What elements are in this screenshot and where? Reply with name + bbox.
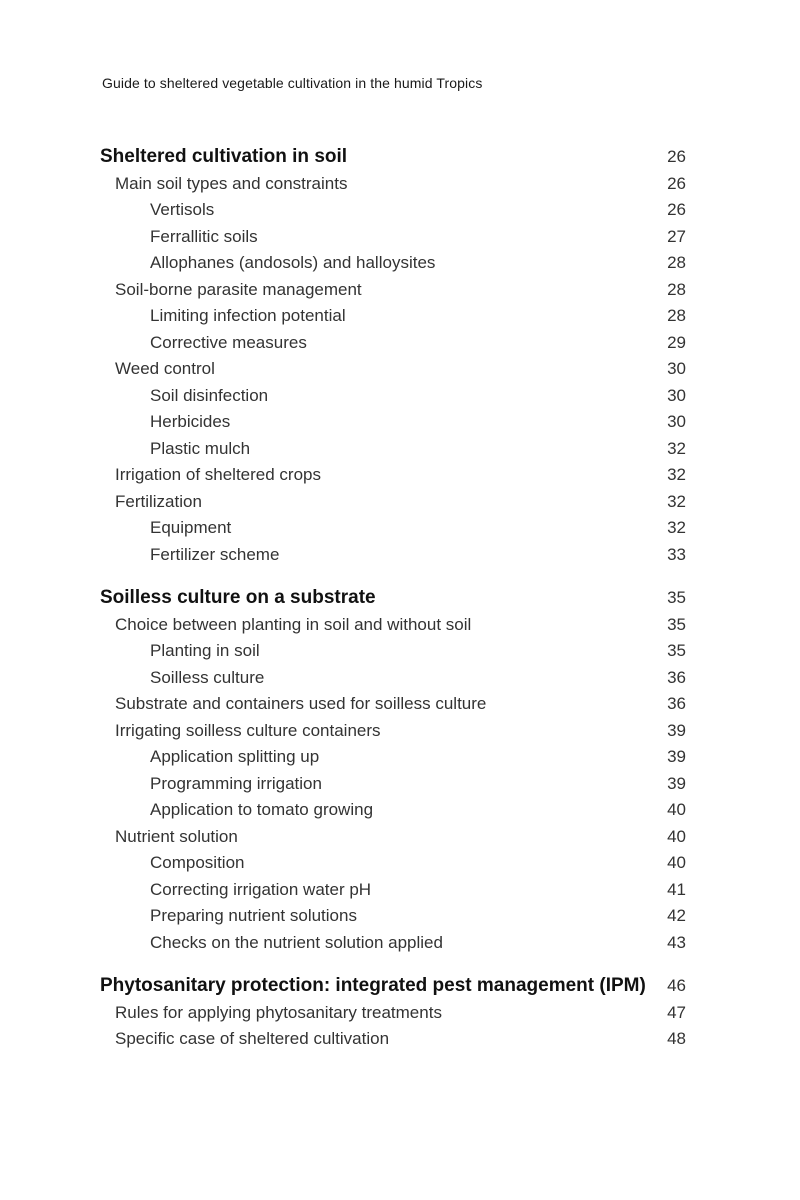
toc-section-entry[interactable]	[100, 171, 686, 198]
toc-entry-page-number: 35	[667, 614, 686, 634]
toc-entry-title: Nutrient solution	[115, 826, 238, 846]
toc-entry-title: Herbicides	[150, 412, 231, 431]
toc-subsection-entry[interactable]	[100, 250, 686, 277]
toc-entry-page-number: 40	[667, 800, 686, 819]
toc-entry-page-number: 40	[667, 853, 686, 872]
toc-subsection-entry[interactable]	[100, 930, 686, 957]
toc-subsection-entry[interactable]	[100, 383, 686, 410]
toc-entry-page-number: 35	[667, 588, 686, 607]
toc-section-entry[interactable]	[100, 718, 686, 745]
toc-entry-page-number: 48	[667, 1029, 686, 1048]
toc-section-entry[interactable]	[100, 1000, 686, 1027]
toc-entry-page-number: 39	[667, 720, 686, 740]
toc-entry-page-number: 28	[667, 279, 686, 299]
toc-entry-title: Limiting infection potential	[150, 306, 346, 325]
toc-entry-title: Programming irrigation	[150, 773, 322, 793]
toc-entry-page-number: 36	[667, 667, 686, 687]
toc-entry-page-number: 32	[667, 465, 686, 484]
toc-entry-page-number: 26	[667, 147, 686, 166]
toc-entry-title: Substrate and containers used for soilless culture	[115, 694, 487, 713]
toc-subsection-entry[interactable]	[100, 224, 686, 251]
toc-subsection-entry[interactable]	[100, 744, 686, 771]
toc-chapter-entry[interactable]	[100, 585, 686, 612]
toc-entry-page-number: 47	[667, 1002, 686, 1022]
toc-entry-page-number: 28	[667, 306, 686, 325]
toc-entry-title: Fertilizer scheme	[150, 544, 280, 564]
table-of-contents	[100, 144, 686, 1070]
toc-entry-title: Plastic mulch	[150, 438, 251, 458]
toc-entry-page-number: 40	[667, 826, 686, 846]
toc-entry-page-number: 30	[667, 412, 686, 431]
toc-entry-page-number: 33	[667, 544, 686, 564]
toc-entry-page-number: 28	[667, 253, 686, 272]
toc-entry-title: Allophanes (andosols) and halloysites	[150, 253, 436, 272]
toc-entry-title: Phytosanitary protection: integrated pest management (IPM)	[100, 975, 646, 996]
toc-subsection-entry[interactable]	[100, 197, 686, 224]
toc-subsection-entry[interactable]	[100, 903, 686, 930]
toc-section	[100, 973, 686, 1053]
toc-section	[100, 585, 686, 956]
toc-subsection-entry[interactable]	[100, 303, 686, 330]
toc-subsection-entry[interactable]	[100, 515, 686, 542]
toc-subsection-entry[interactable]	[100, 797, 686, 824]
toc-entry-title: Vertisols	[150, 200, 215, 219]
toc-entry-page-number: 29	[667, 332, 686, 352]
toc-section-entry[interactable]	[100, 612, 686, 639]
toc-subsection-entry[interactable]	[100, 330, 686, 357]
toc-entry-title: Specific case of sheltered cultivation	[115, 1029, 390, 1048]
toc-entry-page-number: 46	[667, 976, 686, 995]
toc-entry-title: Soil-borne parasite management	[115, 279, 362, 299]
toc-entry-title: Soil disinfection	[150, 385, 269, 405]
toc-section	[100, 144, 686, 568]
toc-entry-title: Fertilization	[115, 491, 202, 511]
toc-entry-page-number: 26	[667, 173, 686, 193]
toc-entry-title: Soilless culture on a substrate	[100, 587, 376, 608]
toc-entry-title: Application splitting up	[150, 747, 320, 766]
toc-subsection-entry[interactable]	[100, 850, 686, 877]
toc-section-entry[interactable]	[100, 462, 686, 489]
toc-entry-title: Weed control	[115, 359, 215, 378]
toc-entry-page-number: 35	[667, 641, 686, 660]
toc-entry-title: Checks on the nutrient solution applied	[150, 932, 443, 952]
toc-entry-title: Ferrallitic soils	[150, 226, 258, 246]
toc-entry-title: Correcting irrigation water pH	[150, 879, 372, 899]
toc-section-entry[interactable]	[100, 277, 686, 304]
toc-entry-title: Soilless culture	[150, 667, 265, 687]
toc-entry-title: Equipment	[150, 518, 232, 537]
toc-section-entry[interactable]	[100, 356, 686, 383]
toc-section-entry[interactable]	[100, 824, 686, 851]
toc-entry-page-number: 32	[667, 438, 686, 458]
toc-subsection-entry[interactable]	[100, 638, 686, 665]
toc-entry-page-number: 41	[667, 879, 686, 899]
toc-entry-page-number: 32	[667, 491, 686, 511]
toc-subsection-entry[interactable]	[100, 542, 686, 569]
toc-section-entry[interactable]	[100, 489, 686, 516]
toc-entry-page-number: 42	[667, 906, 686, 925]
toc-entry-page-number: 26	[667, 200, 686, 219]
toc-subsection-entry[interactable]	[100, 877, 686, 904]
toc-entry-title: Sheltered cultivation in soil	[100, 146, 348, 167]
running-header: Guide to sheltered vegetable cultivation in the humid Tropics	[102, 75, 483, 91]
toc-entry-page-number: 43	[667, 932, 686, 952]
toc-entry-title: Choice between planting in soil and without soil	[115, 614, 472, 634]
toc-entry-title: Main soil types and constraints	[115, 173, 348, 193]
toc-entry-page-number: 39	[667, 773, 686, 793]
toc-subsection-entry[interactable]	[100, 665, 686, 692]
toc-entry-title: Preparing nutrient solutions	[150, 906, 357, 925]
toc-entry-title: Irrigating soilless culture containers	[115, 720, 381, 740]
toc-entry-title: Planting in soil	[150, 641, 260, 660]
toc-entry-page-number: 27	[667, 226, 686, 246]
toc-entry-title: Composition	[150, 853, 245, 872]
toc-entry-title: Rules for applying phytosanitary treatments	[115, 1002, 442, 1022]
toc-chapter-entry[interactable]	[100, 973, 686, 1000]
toc-entry-title: Irrigation of sheltered crops	[115, 465, 321, 484]
toc-subsection-entry[interactable]	[100, 436, 686, 463]
toc-subsection-entry[interactable]	[100, 409, 686, 436]
toc-entry-title: Application to tomato growing	[150, 800, 374, 819]
toc-entry-page-number: 39	[667, 747, 686, 766]
toc-section-entry[interactable]	[100, 691, 686, 718]
toc-subsection-entry[interactable]	[100, 771, 686, 798]
toc-entry-page-number: 30	[667, 385, 686, 405]
toc-entry-title: Corrective measures	[150, 332, 307, 352]
toc-section-entry[interactable]	[100, 1026, 686, 1053]
toc-entry-page-number: 32	[667, 518, 686, 537]
toc-chapter-entry[interactable]	[100, 144, 686, 171]
toc-entry-page-number: 30	[667, 359, 686, 378]
toc-entry-page-number: 36	[667, 694, 686, 713]
